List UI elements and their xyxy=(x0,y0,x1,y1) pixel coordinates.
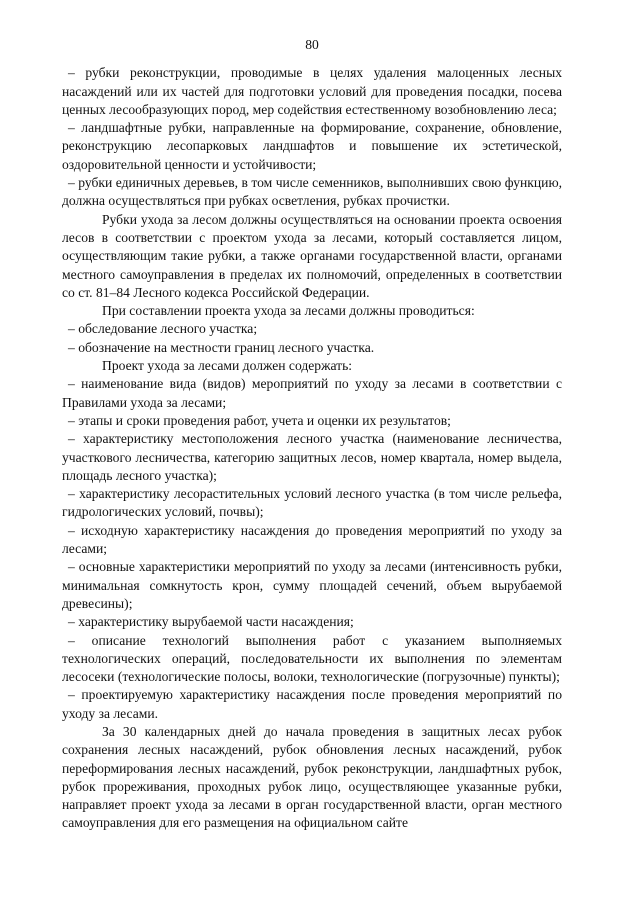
paragraph: За 30 календарных дней до начала проведения в защитных лесах рубок сохранения лесных насаждений, рубок обновления лесных насаждений, рубок переформирования лесных насаждений, рубок реконструкции, ландшафтных рубок, рубок прореживания, проходных рубок лицо, осуществляющее указанные рубки, направляет проект ухода за лесами в орган государственной власти, орган местного самоуправления для его размещения на официальном сайте xyxy=(62,723,562,831)
paragraph: Рубки ухода за лесом должны осуществляться на основании проекта освоения лесов в соответствии с проектом ухода за лесами, который составляется лицом, осуществляющим такие рубки, а также органами государственной власти, органами местного самоуправления в пределах их полномочий, определенных в соответствии со ст. 81–84 Лесного кодекса Российской Федерации. xyxy=(62,211,562,300)
list-item: – рубки единичных деревьев, в том числе семенников, выполнивших свою функцию, должна осуществляться при рубках осветления, рубках прочистки. xyxy=(62,175,562,209)
list-item: – характеристику вырубаемой части насаждения; xyxy=(68,614,354,630)
list-item: – характеристику лесорастительных условий лесного участка (в том числе рельефа, гидрологических условий, почвы); xyxy=(62,486,562,520)
list-item: – основные характеристики мероприятий по уходу за лесами (интенсивность рубки, минимальная сомкнутость крон, сумму площадей сечений, объем вырубаемой древесины); xyxy=(62,559,562,611)
list-item: – обозначение на местности границ лесного участка. xyxy=(68,339,375,355)
document-page xyxy=(62,36,562,833)
list-item: – описание технологий выполнения работ с указанием выполняемых технологических операций, последовательности их выполнения по элементам лесосеки (технологические полосы, волоки, технологические (погрузочные) пункты); xyxy=(62,632,562,685)
list-item: – наименование вида (видов) мероприятий по уходу за лесами в соответствии с Правилами ухода за лесами; xyxy=(62,376,562,410)
list-item: – исходную характеристику насаждения до проведения мероприятий по уходу за лесами; xyxy=(62,522,562,557)
list-item: – обследование лесного участка; xyxy=(68,321,258,337)
list-item: – рубки реконструкции, проводимые в целях удаления малоценных лесных насаждений или их частей для подготовки условий для проведения посадки, посева ценных лесообразующих пород, мер содействия естественному возобновлению леса; xyxy=(62,65,562,117)
list-item: – характеристику местоположения лесного участка (наименование лесничества, участкового лесничества, категорию защитных лесов, номер квартала, номер выдела, площадь лесного участка); xyxy=(62,431,562,483)
paragraph: Проект ухода за лесами должен содержать: xyxy=(102,358,353,374)
list-item: – этапы и сроки проведения работ, учета и оценки их результатов; xyxy=(68,412,451,428)
page-number: 80 xyxy=(305,37,319,52)
list-item: – ландшафтные рубки, направленные на формирование, сохранение, обновление, реконструкцию лесопарковых ландшафтов и повышение их эстетической, оздоровительной ценности и устойчивости; xyxy=(62,120,562,172)
document-body xyxy=(62,64,562,832)
list-item: – проектируемую характеристику насаждения после проведения мероприятий по уходу за лесами. xyxy=(62,687,562,721)
paragraph: При составлении проекта ухода за лесами должны проводиться: xyxy=(102,303,475,319)
